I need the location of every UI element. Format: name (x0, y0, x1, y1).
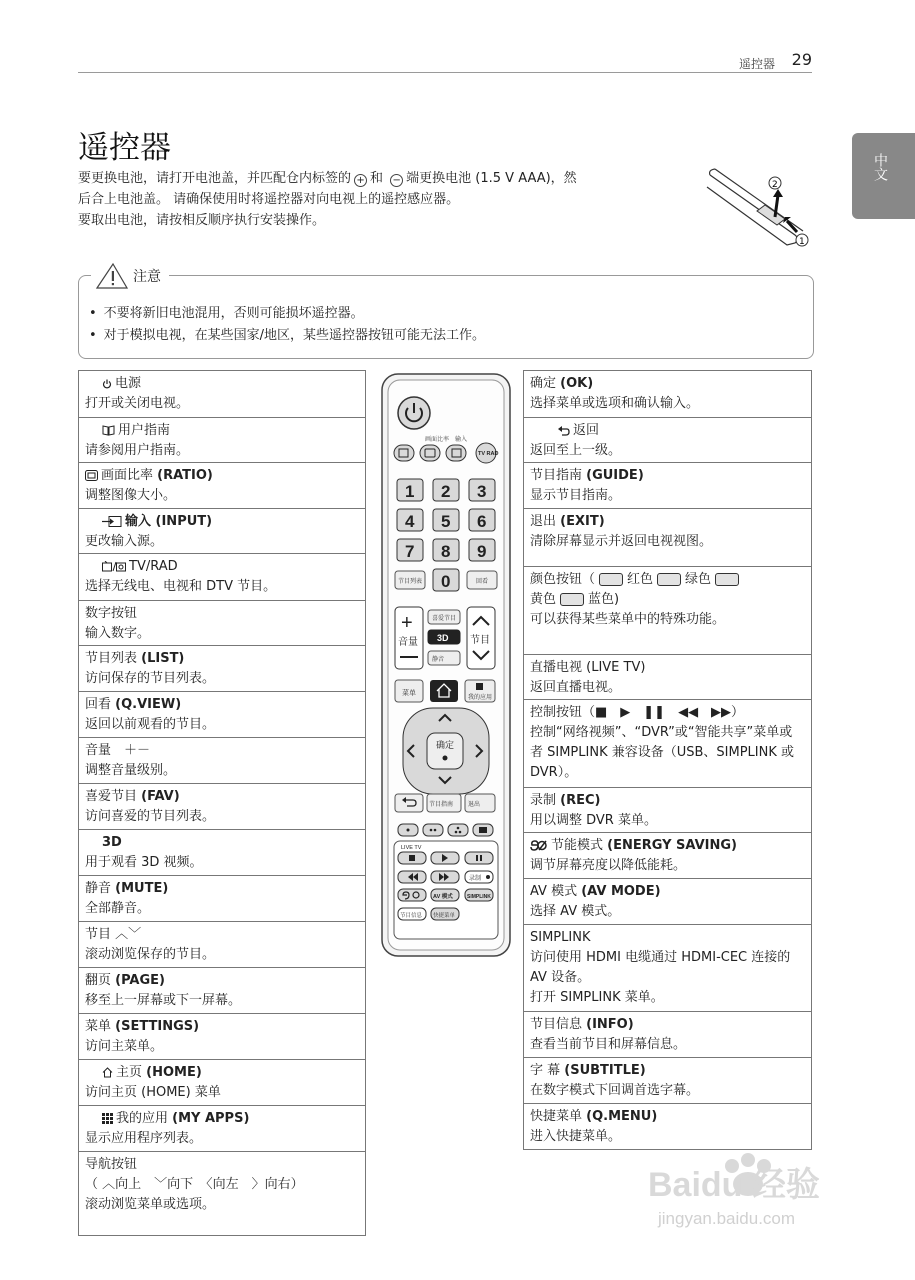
blue-button-icon (560, 593, 584, 606)
page-number: 29 (791, 50, 812, 69)
table-row: 确定 (OK) 选择菜单或选项和确认输入。 (523, 371, 812, 418)
svg-text:节目信息: 节目信息 (400, 913, 423, 919)
digit-6: 6 (477, 512, 487, 531)
table-row: 我的应用 (MY APPS) 显示应用程序列表。 (78, 1106, 366, 1152)
step-2-label: 2 (772, 180, 778, 190)
digit-7: 7 (405, 542, 415, 561)
table-row: 节目指南 (GUIDE) 显示节目指南。 (523, 463, 812, 509)
table-row: 用户指南 请参阅用户指南。 (78, 418, 366, 463)
back-button[interactable] (395, 794, 423, 812)
power-icon (102, 379, 112, 389)
table-row: 节能模式 (ENERGY SAVING) 调节屏幕亮度以降低能耗。 (523, 833, 812, 879)
digit-5: 5 (441, 512, 451, 531)
mute-button[interactable] (428, 651, 460, 665)
energy-saving-icon (530, 840, 548, 851)
table-row: 颜色按钮（ 红色 绿色 黄色 蓝色) 可以获得某些菜单中的特殊功能。 (523, 567, 812, 655)
svg-text:我的应用: 我的应用 (468, 695, 493, 701)
svg-text:节目列表: 节目列表 (398, 579, 423, 585)
ratio-icon (85, 470, 98, 481)
table-row: 节目列表 (LIST) 访问保存的节目列表。 (78, 646, 366, 692)
exit-button[interactable] (465, 794, 495, 812)
simplink-button[interactable] (465, 889, 493, 901)
table-row: 控制按钮（■ ▶ ❚❚ ◀◀ ▶▶） 控制“网络视频”、“DVR”或“智能共享”菜单或者 SIMPLINK 兼容设备（USB、SIMPLINK 或 DVR）。 (523, 700, 812, 788)
table-row: 静音 (MUTE) 全部静音。 (78, 876, 366, 922)
page-title: 遥控器 (78, 130, 171, 166)
digit-2: 2 (441, 482, 451, 501)
svg-text:菜单: 菜单 (402, 690, 416, 697)
table-row: 返回 返回至上一级。 (523, 418, 812, 463)
table-row: 主页 (HOME) 访问主页 (HOME) 菜单 (78, 1060, 366, 1106)
table-row: 退出 (EXIT) 清除屏幕显示并返回电视视图。 (523, 509, 812, 567)
svg-text:喜爱节目: 喜爱节目 (432, 616, 457, 622)
right-function-table (523, 370, 812, 1150)
table-row: 输入 (INPUT) 更改输入源。 (78, 509, 366, 554)
av-mode-button[interactable] (431, 889, 459, 901)
svg-text:退出: 退出 (468, 802, 481, 808)
rec-button[interactable] (465, 871, 493, 883)
fav-button[interactable] (428, 610, 460, 624)
digit-8: 8 (441, 542, 451, 561)
red-button-icon (599, 573, 623, 586)
remote-label-input: 输入 (455, 437, 468, 443)
table-row: 翻页 (PAGE) 移至上一屏幕或下一屏幕。 (78, 968, 366, 1014)
book-icon (102, 425, 115, 436)
input-icon (102, 516, 122, 527)
table-row: 数字按钮 输入数字。 (78, 601, 366, 646)
green-button-icon (657, 573, 681, 586)
caution-item: • 对于模拟电视，在某些国家/地区，某些遥控器按钮可能无法工作。 (89, 325, 485, 347)
tv-rad-icon (102, 561, 126, 572)
caution-box (78, 269, 814, 359)
table-row: 字 幕 (SUBTITLE) 在数字模式下回调首选字幕。 (523, 1058, 812, 1104)
digit-9: 9 (477, 542, 487, 561)
digit-0: 0 (441, 572, 451, 591)
svg-text:TV RAD: TV RAD (478, 451, 499, 457)
svg-text:3D: 3D (437, 633, 449, 643)
volume-rocker[interactable] (395, 607, 423, 669)
table-row: 回看 (Q.VIEW) 返回以前观看的节目。 (78, 692, 366, 738)
warning-icon (91, 262, 129, 290)
digit-4: 4 (405, 512, 415, 531)
minus-icon: − (390, 174, 403, 187)
intro-text (78, 168, 688, 231)
svg-text:节目指南: 节目指南 (429, 802, 454, 808)
svg-text:AV 模式: AV 模式 (433, 894, 453, 900)
watermark-brand: Baidu 经验 (648, 1166, 820, 1204)
page-header (78, 50, 812, 73)
3d-button[interactable] (428, 630, 460, 644)
yellow-button-icon (715, 573, 739, 586)
table-row: 导航按钮 （ ︿向上 ﹀向下 〈向左 〉向右） 滚动浏览菜单或选项。 (78, 1152, 366, 1236)
svg-text:节目: 节目 (470, 635, 490, 646)
watermark-url: jingyan.baidu.com (658, 1209, 796, 1228)
table-row: 音量 ＋－ 调整音量级别。 (78, 738, 366, 784)
language-tab[interactable] (852, 133, 915, 219)
energy-saving-button[interactable] (398, 889, 426, 901)
svg-text:SIMPLINK: SIMPLINK (467, 894, 491, 900)
table-row: 菜单 (SETTINGS) 访问主菜单。 (78, 1014, 366, 1060)
back-icon (558, 425, 570, 436)
apps-icon (102, 1113, 113, 1124)
table-row: 节目信息 (INFO) 查看当前节目和屏幕信息。 (523, 1012, 812, 1058)
home-button[interactable] (430, 680, 458, 702)
qview-button[interactable] (467, 571, 497, 589)
table-row: 录制 (REC) 用以调整 DVR 菜单。 (523, 788, 812, 833)
svg-text:确定: 确定 (436, 740, 455, 750)
intro-line1-a: 要更换电池，请打开电池盖，并匹配仓内标签的 (78, 171, 352, 186)
battery-remote-illustration (705, 165, 815, 250)
table-row: 喜爱节目 (FAV) 访问喜爱的节目列表。 (78, 784, 366, 830)
table-row: 电源 打开或关闭电视。 (78, 371, 366, 418)
plus-icon: + (354, 174, 367, 187)
svg-text:静音: 静音 (432, 657, 445, 663)
baidu-watermark (640, 1138, 860, 1238)
ok-button[interactable] (427, 733, 463, 769)
caution-list (89, 303, 485, 347)
svg-text:回看: 回看 (476, 579, 489, 585)
guide-button[interactable] (427, 794, 461, 812)
qmenu-button[interactable] (431, 908, 459, 920)
power-button[interactable] (398, 397, 430, 429)
header-section: 遥控器 (738, 57, 775, 71)
step-1-label: 1 (799, 237, 805, 247)
language-tab-label: 中文 (872, 153, 888, 181)
intro-line1-b: 和 (370, 171, 384, 186)
intro-line1-c: 端更换电池 (1.5 V AAA)，然 (406, 171, 577, 186)
left-function-table (78, 370, 366, 1236)
table-row: SIMPLINK 访问使用 HDMI 电缆通过 HDMI-CEC 连接的 AV 设备。 打开 SIMPLINK 菜单。 (523, 925, 812, 1012)
user-guide-button[interactable] (394, 445, 414, 461)
list-button[interactable] (395, 571, 425, 589)
table-row: TV/RAD 选择无线电、电视和 DTV 节目。 (78, 554, 366, 601)
table-row: 快捷菜单 (Q.MENU) 进入快捷菜单。 (523, 1104, 812, 1150)
remote-label-ratio: 画面比率 (425, 437, 450, 443)
digit-1: 1 (405, 482, 415, 501)
my-apps-button[interactable] (465, 680, 495, 702)
table-row: 直播电视 (LIVE TV) 返回直播电视。 (523, 655, 812, 700)
digit-3: 3 (477, 482, 487, 501)
home-icon (102, 1067, 113, 1078)
intro-line2: 后合上电池盖。 请确保使用时将遥控器对向电视上的遥控感应器。 (78, 192, 460, 207)
svg-text:音量: 音量 (398, 637, 418, 648)
input-button[interactable] (446, 445, 466, 461)
intro-line3: 要取出电池，请按相反顺序执行安装操作。 (78, 213, 326, 228)
svg-text:快捷菜单: 快捷菜单 (433, 913, 456, 919)
table-row: 节目 ︿﹀ 滚动浏览保存的节目。 (78, 922, 366, 968)
ratio-button[interactable] (420, 445, 440, 461)
caution-title: 注意 (133, 269, 161, 285)
info-button[interactable] (398, 908, 426, 920)
remote-control-illustration (381, 373, 511, 958)
settings-button[interactable] (395, 680, 423, 702)
program-rocker[interactable] (467, 607, 495, 669)
svg-text:+: + (401, 612, 413, 634)
table-row: 画面比率 (RATIO) 调整图像大小。 (78, 463, 366, 509)
live-tv-label: LIVE TV (401, 845, 422, 851)
caution-heading (91, 262, 169, 290)
table-row: AV 模式 (AV MODE) 选择 AV 模式。 (523, 879, 812, 925)
svg-text:录制: 录制 (469, 876, 482, 882)
table-row: 3D 用于观看 3D 视频。 (78, 830, 366, 876)
caution-item: • 不要将新旧电池混用，否则可能损坏遥控器。 (89, 303, 485, 325)
